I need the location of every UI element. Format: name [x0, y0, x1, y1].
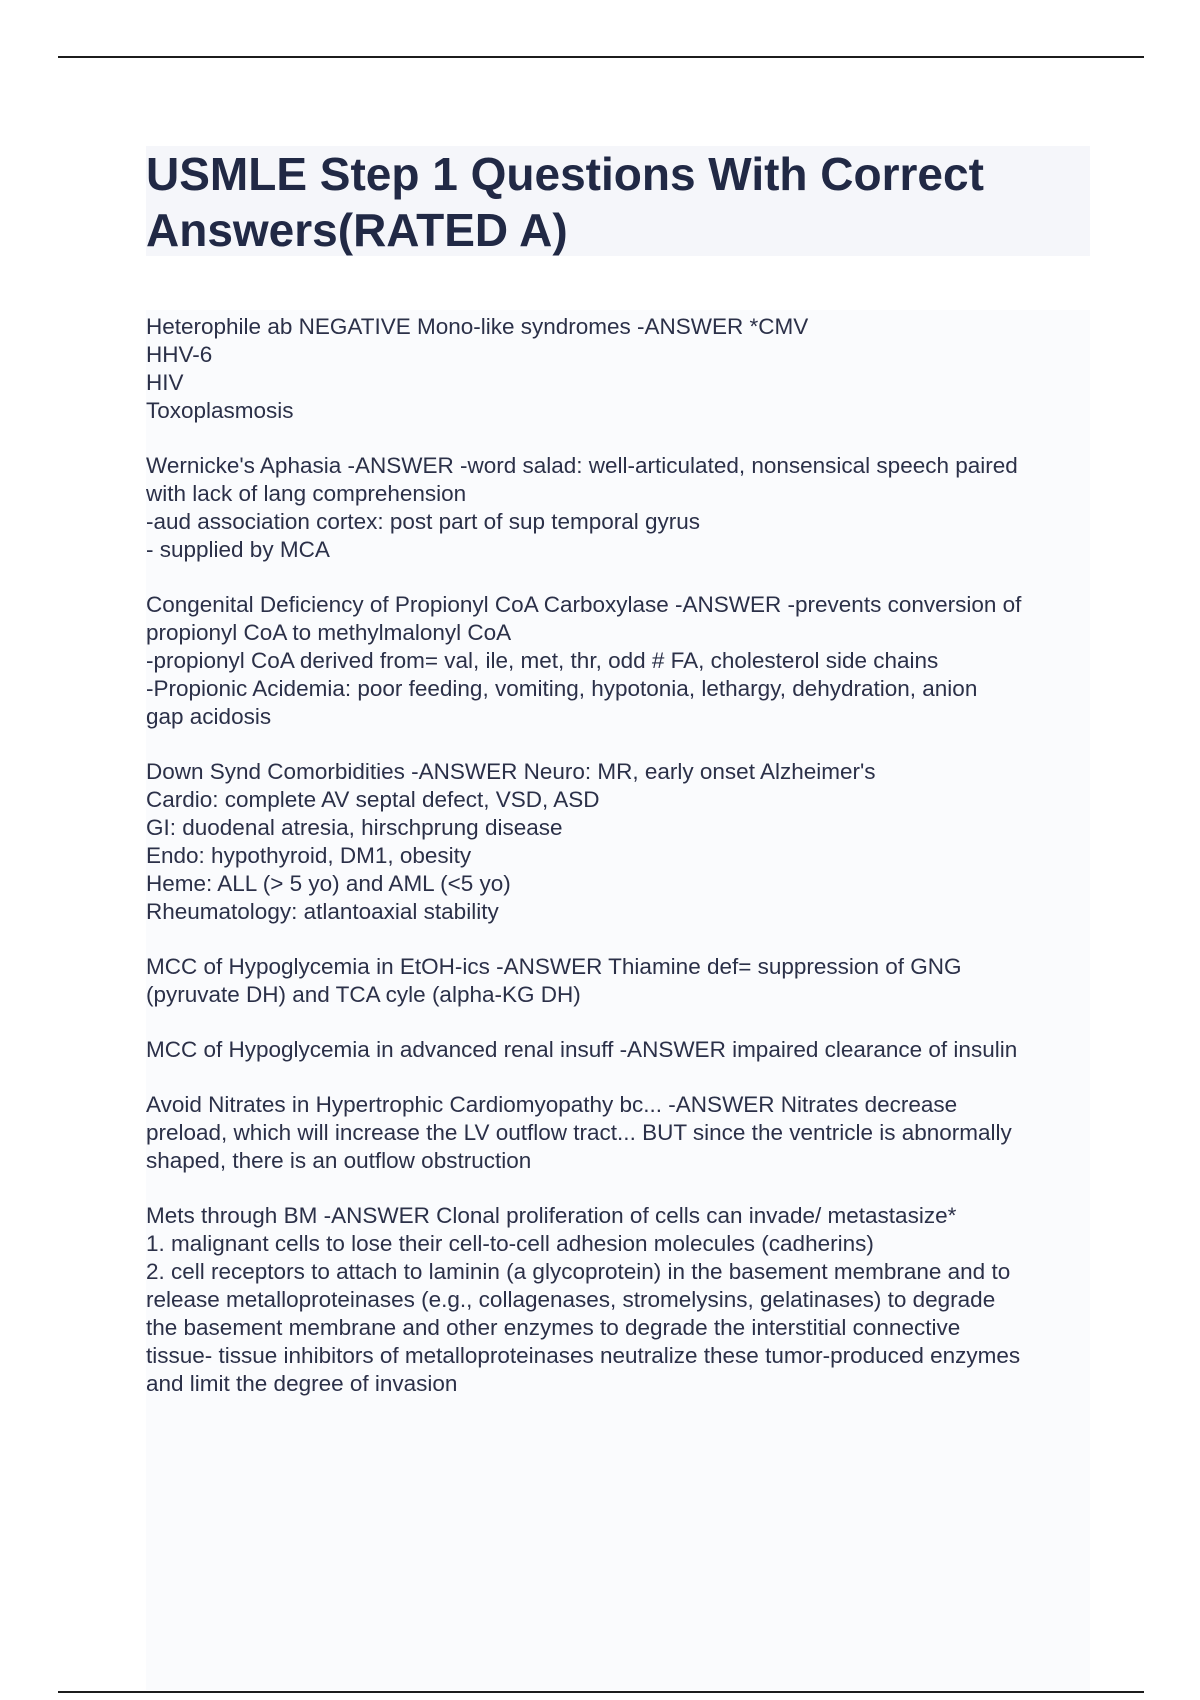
qa-line: -Propionic Acidemia: poor feeding, vomiting, hypotonia, lethargy, dehydration, anion [146, 676, 978, 701]
qa-line: MCC of Hypoglycemia in advanced renal insuff -ANSWER impaired clearance of insulin [146, 1037, 1018, 1062]
qa-item-hypoglycemia-renal [146, 1036, 1090, 1064]
qa-item-mono-like [146, 313, 1090, 425]
qa-line: the basement membrane and other enzymes to degrade the interstitial connective [146, 1315, 961, 1340]
qa-line: Heterophile ab NEGATIVE Mono-like syndromes -ANSWER *CMV [146, 314, 809, 339]
qa-line: Toxoplasmosis [146, 398, 294, 423]
qa-line: 1. malignant cells to lose their cell-to-cell adhesion molecules (cadherins) [146, 1231, 874, 1256]
qa-line: Heme: ALL (> 5 yo) and AML (<5 yo) [146, 871, 511, 896]
qa-line: with lack of lang comprehension [146, 481, 467, 506]
qa-item-hypoglycemia-etoh [146, 953, 1090, 1009]
qa-line: GI: duodenal atresia, hirschprung disease [146, 815, 563, 840]
title-block [146, 146, 1090, 256]
qa-line: -aud association cortex: post part of sup temporal gyrus [146, 509, 701, 534]
qa-line: - supplied by MCA [146, 537, 330, 562]
qa-item-mets-bm [146, 1202, 1090, 1398]
bottom-divider [58, 1691, 1144, 1693]
qa-item-wernicke [146, 452, 1090, 564]
qa-line: -propionyl CoA derived from= val, ile, met, thr, odd # FA, cholesterol side chains [146, 648, 939, 673]
title-line: USMLE Step 1 Questions With Correct [146, 148, 984, 200]
qa-item-nitrates-hcm [146, 1091, 1090, 1175]
document-title [146, 146, 1090, 258]
qa-list [146, 313, 1090, 1425]
qa-item-down-synd [146, 758, 1090, 926]
qa-line: HHV-6 [146, 342, 213, 367]
qa-line: MCC of Hypoglycemia in EtOH-ics -ANSWER Thiamine def= suppression of GNG [146, 954, 962, 979]
qa-line: Cardio: complete AV septal defect, VSD, ASD [146, 787, 600, 812]
top-divider [58, 56, 1144, 58]
qa-line: Avoid Nitrates in Hypertrophic Cardiomyopathy bc... -ANSWER Nitrates decrease [146, 1092, 958, 1117]
qa-line: Congenital Deficiency of Propionyl CoA Carboxylase -ANSWER -prevents conversion of [146, 592, 1022, 617]
qa-line: HIV [146, 370, 184, 395]
qa-line: propionyl CoA to methylmalonyl CoA [146, 620, 512, 645]
title-line: Answers(RATED A) [146, 204, 568, 256]
qa-line: gap acidosis [146, 704, 272, 729]
qa-line: release metalloproteinases (e.g., collagenases, stromelysins, gelatinases) to degrade [146, 1287, 996, 1312]
qa-line: Down Synd Comorbidities -ANSWER Neuro: MR, early onset Alzheimer's [146, 759, 876, 784]
qa-line: (pyruvate DH) and TCA cyle (alpha-KG DH) [146, 982, 581, 1007]
qa-line: Rheumatology: atlantoaxial stability [146, 899, 499, 924]
qa-line: Mets through BM -ANSWER Clonal proliferation of cells can invade/ metastasize* [146, 1203, 957, 1228]
qa-line: Endo: hypothyroid, DM1, obesity [146, 843, 472, 868]
qa-item-propionyl [146, 591, 1090, 731]
qa-line: and limit the degree of invasion [146, 1371, 458, 1396]
qa-line: Wernicke's Aphasia -ANSWER -word salad: well-articulated, nonsensical speech paired [146, 453, 1018, 478]
qa-line: preload, which will increase the LV outflow tract... BUT since the ventricle is abnormally [146, 1120, 1012, 1145]
qa-line: shaped, there is an outflow obstruction [146, 1148, 532, 1173]
qa-line: tissue- tissue inhibitors of metalloproteinases neutralize these tumor-produced enzymes [146, 1343, 1021, 1368]
qa-line: 2. cell receptors to attach to laminin (a glycoprotein) in the basement membrane and to [146, 1259, 1011, 1284]
